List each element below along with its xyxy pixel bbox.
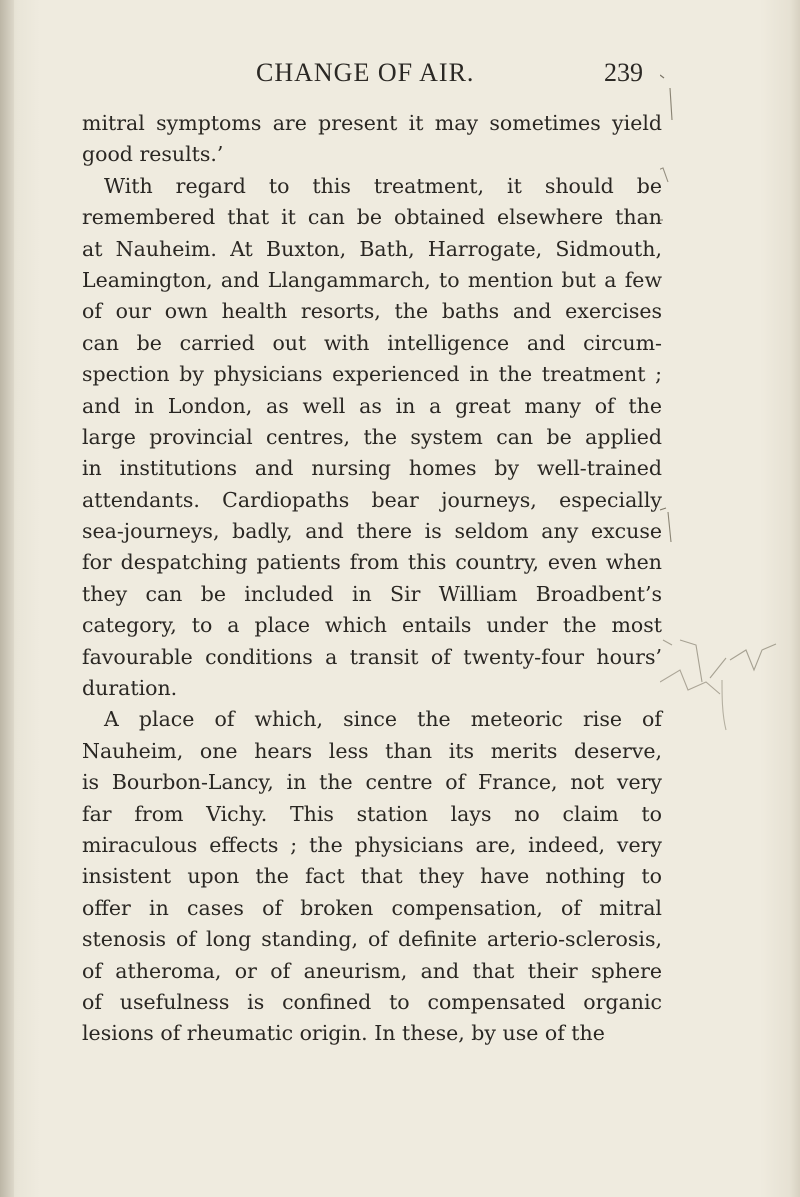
text-line: miraculous effects ; the physicians are, indeed, very: [82, 832, 662, 857]
page-number: 239: [604, 58, 643, 87]
running-title: CHANGE OF AIR.: [256, 58, 475, 87]
text-line: stenosis of long standing, of definite arterio-sclerosis,: [82, 927, 662, 952]
text-line: can be carried out with intelligence and circum-: [82, 330, 662, 355]
text-line: they can be included in Sir William Broadbent’s: [82, 581, 662, 606]
text-line: Leamington, and Llangammarch, to mention but a few: [82, 267, 662, 292]
text-line: of atheroma, or of aneurism, and that their sphere: [82, 958, 662, 983]
text-line: good results.’: [82, 142, 224, 167]
text-line: mitral symptoms are present it may sometimes yield: [82, 111, 662, 135]
text-line: With regard to this treatment, it should be: [104, 173, 662, 198]
text-line: of usefulness is confined to compensated organic: [82, 989, 662, 1014]
text-line: insistent upon the fact that they have nothing to: [82, 864, 662, 889]
text-line: for despatching patients from this country, even when: [82, 550, 662, 575]
text-line: remembered that it can be obtained elsewhere than: [82, 205, 662, 230]
text-line: is Bourbon-Lancy, in the centre of France, not very: [82, 770, 662, 795]
text-line: far from Vichy. This station lays no claim to: [82, 801, 662, 826]
text-line: spection by physicians experienced in the treatment ;: [82, 362, 662, 387]
text-line: and in London, as well as in a great many of the: [82, 393, 662, 418]
text-line: lesions of rheumatic origin. In these, by use of the: [82, 1021, 605, 1046]
text-line: at Nauheim. At Buxton, Bath, Harrogate, Sidmouth,: [82, 236, 662, 261]
text-line: large provincial centres, the system can be applied: [82, 424, 662, 449]
body-text: [82, 108, 662, 1050]
text-line: attendants. Cardiopaths bear journeys, especially: [82, 487, 662, 512]
handwritten-margin-marks: [660, 70, 800, 830]
page-gutter-shadow: [0, 0, 14, 1197]
text-line: sea-journeys, badly, and there is seldom any excuse: [82, 519, 662, 544]
text-line: category, to a place which entails under the most: [82, 613, 662, 638]
text-line: duration.: [82, 676, 178, 701]
text-line: Nauheim, one hears less than its merits deserve,: [82, 738, 662, 763]
text-line: of our own health resorts, the baths and exercises: [82, 299, 662, 324]
text-line: in institutions and nursing homes by well-trained: [82, 456, 662, 481]
text-line: offer in cases of broken compensation, of mitral: [82, 895, 662, 920]
text-line: favourable conditions a transit of twenty-four hours’: [82, 644, 662, 669]
text-line: A place of which, since the meteoric rise of: [104, 707, 662, 732]
